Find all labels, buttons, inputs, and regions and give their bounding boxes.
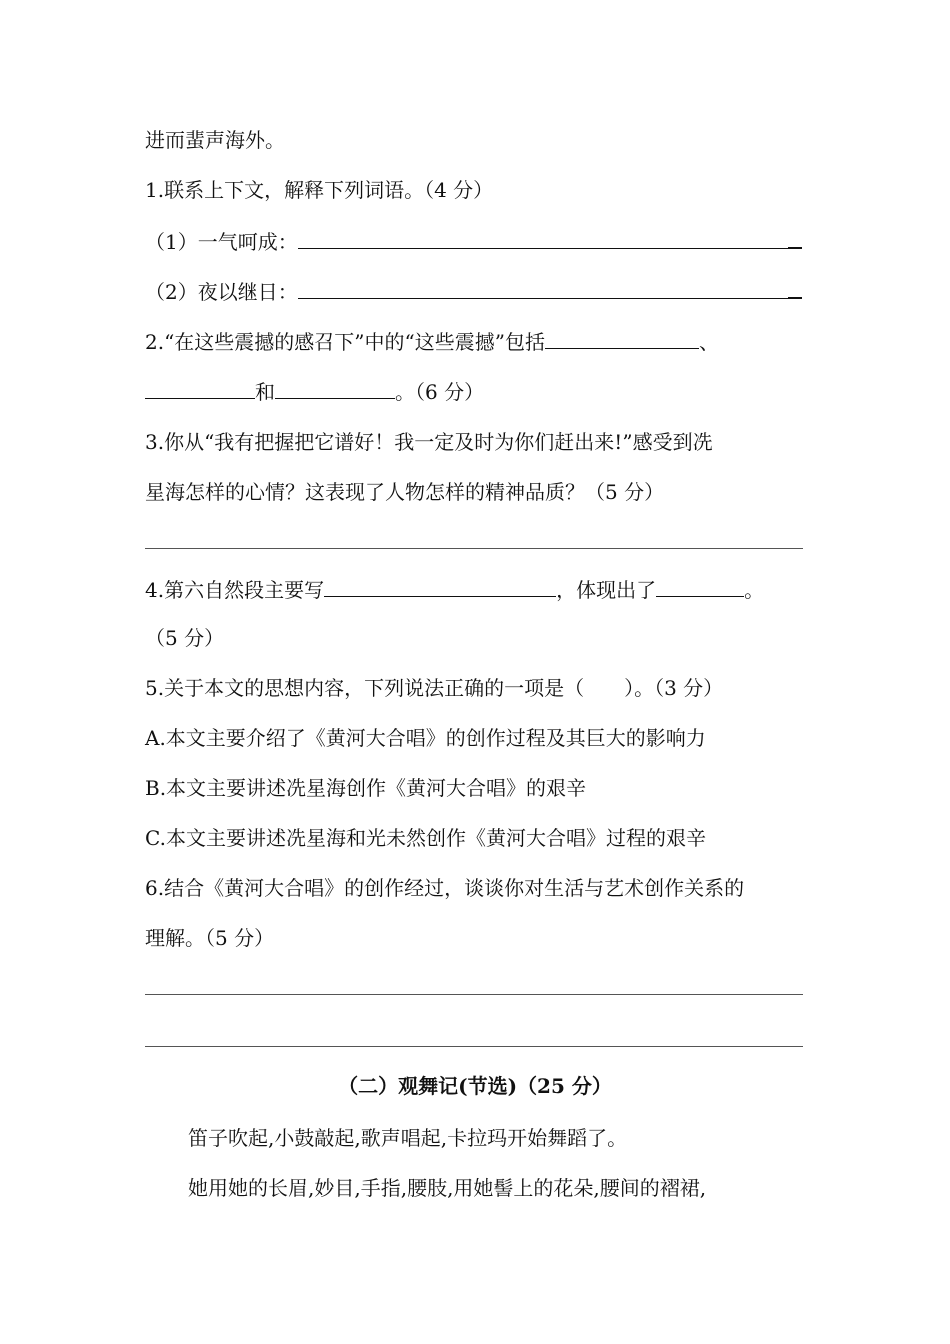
item-label: （1）一气呵成： xyxy=(145,230,298,254)
question-3-line-1: 3.你从“我有把握把它谱好！我一定及时为你们赶出来!”感受到冼 xyxy=(145,430,713,454)
blank-end-mark xyxy=(788,279,802,299)
option-c[interactable]: C.本文主要讲述冼星海和光未然创作《黄河大合唱》过程的艰辛 xyxy=(145,826,706,850)
answer-line[interactable] xyxy=(145,994,803,995)
question-1-item-2 xyxy=(145,278,802,306)
question-6-line-2: 理解。（5 分） xyxy=(145,926,275,950)
question-4-mid: ，体现出了 xyxy=(556,578,657,602)
answer-blank[interactable] xyxy=(298,278,788,299)
question-4-prefix: 4.第六自然段主要写 xyxy=(145,578,325,602)
answer-line[interactable] xyxy=(145,1046,803,1047)
paragraph-line: 进而蜚声海外。 xyxy=(145,128,285,152)
option-a[interactable]: A.本文主要介绍了《黄河大合唱》的创作过程及其巨大的影响力 xyxy=(145,726,706,750)
answer-blank[interactable] xyxy=(298,228,788,249)
answer-blank[interactable] xyxy=(275,378,395,399)
question-3-line-2: 星海怎样的心情？这表现了人物怎样的精神品质？（5 分） xyxy=(145,480,665,504)
answer-line[interactable] xyxy=(145,548,803,549)
answer-blank[interactable] xyxy=(324,576,556,597)
passage-paragraph: 她用她的长眉,妙目,手指,腰肢,用她髻上的花朵,腰间的褶裙, xyxy=(188,1176,707,1200)
item-label: （2）夜以继日： xyxy=(145,280,298,304)
separator: 、 xyxy=(698,330,719,354)
question-4-suffix: 。 xyxy=(744,578,765,602)
option-b[interactable]: B.本文主要讲述冼星海创作《黄河大合唱》的艰辛 xyxy=(145,776,587,800)
blank-end-mark xyxy=(788,229,802,249)
question-2-line-2 xyxy=(145,378,484,406)
question-2-suffix: 。（6 分） xyxy=(395,380,485,404)
answer-blank[interactable] xyxy=(145,378,255,399)
question-5-prompt: 5.关于本文的思想内容，下列说法正确的一项是（ ）。（3 分） xyxy=(145,676,724,700)
answer-blank[interactable] xyxy=(545,328,699,349)
passage-paragraph: 笛子吹起,小鼓敲起,歌声唱起,卡拉玛开始舞蹈了。 xyxy=(188,1126,628,1150)
question-1-prompt: 1.联系上下文，解释下列词语。（4 分） xyxy=(145,178,494,202)
question-4-score: （5 分） xyxy=(145,626,225,650)
question-6-line-1: 6.结合《黄河大合唱》的创作经过，谈谈你对生活与艺术创作关系的 xyxy=(145,876,745,900)
question-1-item-1 xyxy=(145,228,802,256)
question-4-line-1 xyxy=(145,576,764,604)
answer-blank[interactable] xyxy=(656,576,744,597)
question-2-line-1 xyxy=(145,328,719,356)
question-2-prefix: 2.“在这些震撼的感召下”中的“这些震撼”包括 xyxy=(145,330,545,354)
section-heading: （二）观舞记(节选)（25 分） xyxy=(338,1074,612,1098)
conjunction: 和 xyxy=(255,380,275,404)
